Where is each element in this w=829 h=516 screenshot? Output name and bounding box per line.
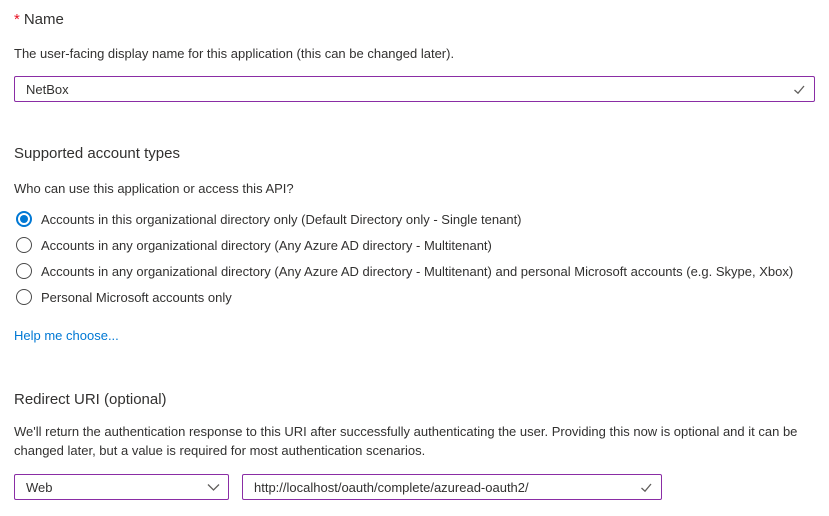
radio-option-label: Accounts in any organizational directory (Any Azure AD directory - Multitenant) (41, 237, 492, 253)
platform-select[interactable] (14, 474, 229, 500)
redirect-uri-input[interactable] (242, 474, 662, 500)
name-input-wrap (14, 76, 815, 102)
name-label: Name (23, 11, 64, 28)
account-types-question: Who can use this application or access this API? (14, 181, 294, 196)
redirect-uri-heading: Redirect URI (optional) (14, 391, 167, 408)
name-input[interactable] (14, 76, 815, 102)
account-types-heading: Supported account types (14, 145, 180, 162)
radio-button-icon (16, 289, 32, 305)
radio-option-label: Personal Microsoft accounts only (41, 289, 232, 305)
radio-button-icon (16, 237, 32, 253)
account-types-radio-group (14, 206, 815, 310)
radio-option-multitenant-personal[interactable] (14, 258, 815, 284)
name-description: The user-facing display name for this application (this can be changed later). (14, 46, 455, 61)
radio-button-icon (16, 263, 32, 279)
redirect-uri-row (14, 474, 815, 500)
radio-option-label: Accounts in any organizational directory (Any Azure AD directory - Multitenant) and personal Microsoft accounts (e.g. Skype, Xbox) (41, 263, 794, 279)
radio-option-label: Accounts in this organizational directory only (Default Directory only - Single tenant) (41, 211, 522, 227)
redirect-uri-description: We'll return the authentication response to this URI after successfully authenticating the user. Providing this now is optional and it can be changed later, but a value is required for most authentication scenarios. (14, 424, 798, 458)
name-section-heading (14, 10, 815, 30)
radio-option-single-tenant[interactable] (14, 206, 815, 232)
radio-button-icon (16, 211, 32, 227)
uri-input-wrap (242, 474, 662, 500)
platform-select-wrap (14, 474, 229, 500)
radio-option-personal-only[interactable] (14, 284, 815, 310)
help-me-choose-link[interactable]: Help me choose... (14, 328, 119, 343)
required-asterisk: * (14, 11, 20, 28)
radio-option-multitenant[interactable] (14, 232, 815, 258)
